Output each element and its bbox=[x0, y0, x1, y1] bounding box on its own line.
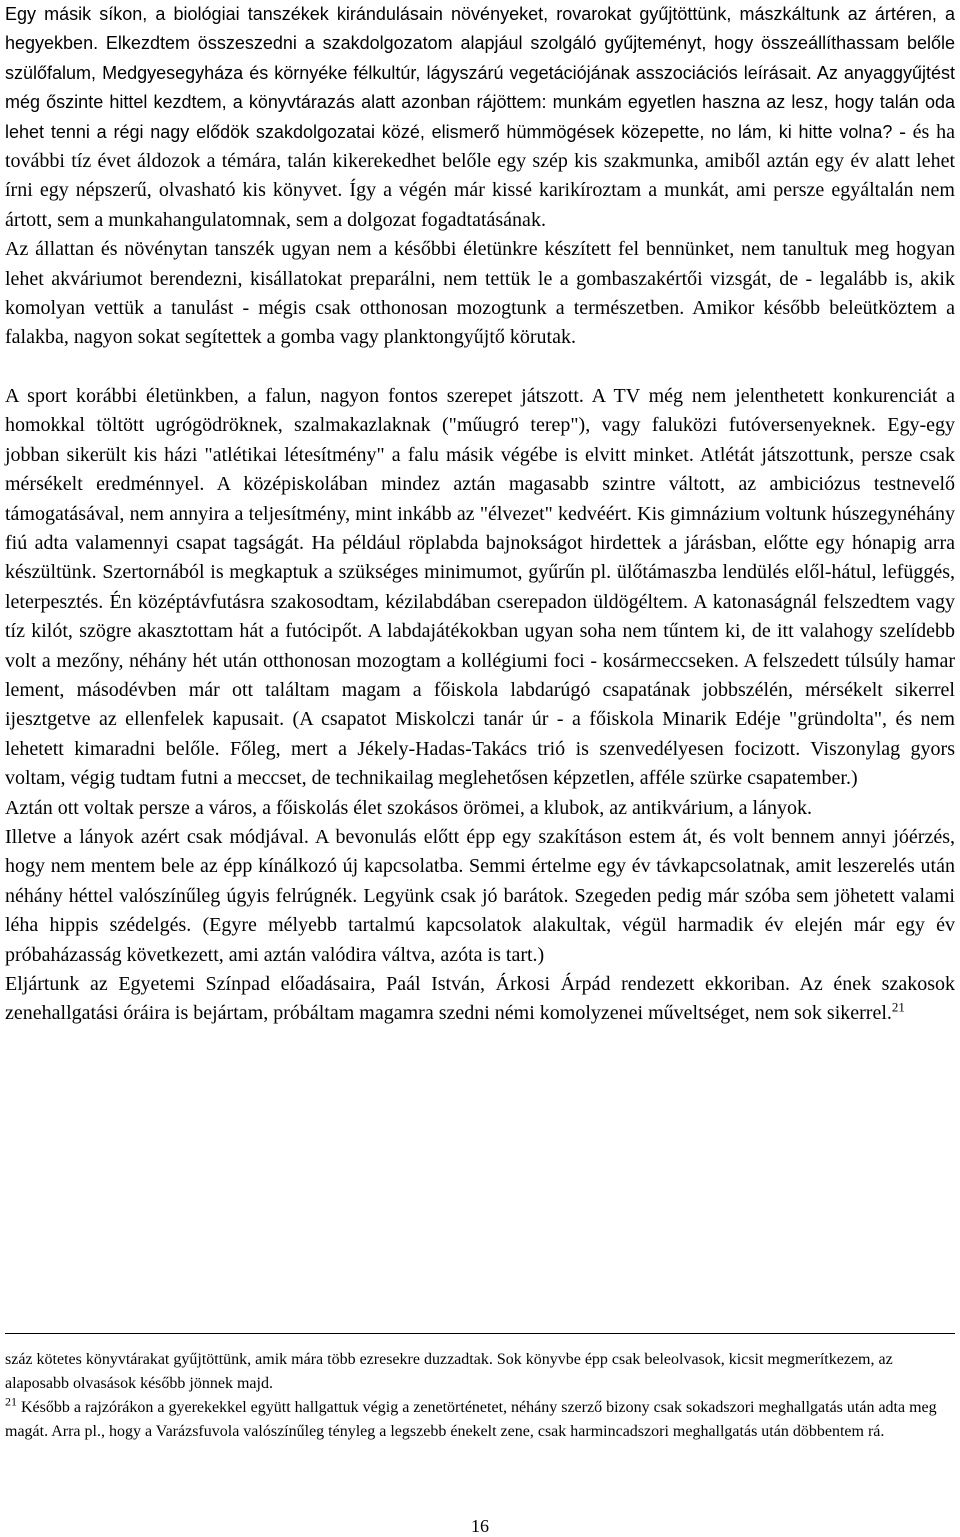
paragraph-biology-excursions bbox=[5, 0, 955, 235]
paragraph-sans-run: Egy másik síkon, a biológiai tanszékek kirándulásain növényeket, rovarokat gyűjtöttünk, mászkáltunk az ártéren, a hegyekben. Elkezdtem összeszedni a szakdolgozatom alapjául szolgáló gyűjteményt, hogy összeállíthassam belőle szülőfalum, Medgyesegyháza és környéke félkultúr, lágyszárú vegetációjának asszociációs leírásait. Az anyaggyűjtést még őszinte hittel kezdtem, a könyvtárazás alatt azonban rájöttem: munkám egyetlen haszna az lesz, hogy talán oda lehet tenni a régi nagy elődök szakdolgozatai közé, elismerő hümmögések közepette, no lám, ki hitte volna? bbox=[5, 4, 955, 142]
paragraph-theatre-music bbox=[5, 970, 955, 1029]
footnote-reference[interactable]: 21 bbox=[891, 999, 905, 1015]
paragraph-spacer bbox=[5, 353, 955, 382]
footnotes bbox=[5, 1348, 955, 1444]
footnote-number: 21 bbox=[5, 1394, 17, 1409]
paragraph-city-life: Aztán ott voltak persze a város, a főiskolás élet szokásos örömei, a klubok, az antikvárium, a lányok. bbox=[5, 796, 812, 819]
document-page bbox=[5, 0, 956, 1536]
footnote-divider bbox=[5, 1333, 955, 1334]
paragraph-sport: A sport korábbi életünkben, a falun, nagyon fontos szerepet játszott. A TV még nem jelenthetett konkurenciát a homokkal töltött ugrógödröknek, szalmakazlaknak ("műugró terep"), vagy faluközi futóversenyeknek. Egy-egy jobban sikerült kis házi "atlétikai létesítmény" a falu másik végébe is elvitt minket. Atlétát játszottunk, persze csak mérsékelt eredménnyel. A középiskolában mindez aztán magasabb szintre váltott, az ambiciózus testnevelő támogatásával, nem annyira a teljesítmény, mint inkább az "élvezet" kedvéért. Kis gimnázium voltunk húszegynéhány fiú adta valamennyi csapat tagságát. Ha például röplabda bajnokságot hirdettek a járásban, előtte egy hónapig arra készültünk. Szertornából is megkaptuk a szükséges minimumot, gyűrűn pl. ülőtámaszba lendülés elől-hátul, lefüggés, leterpesztés. Én középtávfutásra szakosodtam, kézilabdában cserepadon üldögéltem. A katonaságnál felszedtem vagy tíz kilót, szögre akasztottam hát a futócipőt. A labdajátékokban ugyan soha nem tűntem ki, de itt valahogy szelídebb volt a mezőny, néhány hét után otthonosan mozogtam a kollégiumi foci - kosármeccseken. A felszedett túlsúly hamar lement, másodévben már ott találtam magam a főiskola labdarúgó csapatának jobbszélén, mérsékelt sikerrel ijesztgetve az ellenfelek kapusait. (A csapatot Miskolczi tanár úr - a főiskola Minarik Edéje "gründolta", és nem lehetett kimaradni belőle. Főleg, mert a Jékely-Hadas-Takács trió is szenvedélyesen focizott. Viszonylag gyors voltam, végig tudtam futni a meccset, de technikailag meglehetősen képzetlen, afféle szürke csapatember.) bbox=[5, 384, 955, 790]
footnote-text: Később a rajzórákon a gyerekekkel együtt hallgattuk végig a zenetörténetet, néhány szerző bizony csak sokadszori meghallgatás után adta meg magát. Arra pl., hogy a Varázsfuvola valószínűleg tényleg a legszebb énekelt zene, csak harmincadszori meghallgatás után döbbentem rá. bbox=[5, 1399, 937, 1440]
paragraph-zoology-botany: Az állattan és növénytan tanszék ugyan nem a későbbi életünkre készített fel bennünket, nem tanultuk meg hogyan lehet akváriumot berendezni, kisállatokat preparálni, nem tettük le a gombaszakértői vizsgát, de - legalább is, akik komolyan vettük a tanulást - mégis csak otthonosan mozogtunk a természetben. Amikor később beleütköztem a falakba, nagyon sokat segítettek a gomba vagy planktongyűjtő körutak. bbox=[5, 238, 955, 349]
footnote-continuation: száz kötetes könyvtárakat gyűjtöttünk, amik mára több ezresekre duzzadtak. Sok könyvbe épp csak beleolvasok, kicsit megmerítkezem, az alaposabb olvasások később jönnek majd. bbox=[5, 1351, 893, 1392]
page-number: 16 bbox=[471, 1516, 489, 1536]
footnote-21 bbox=[5, 1396, 955, 1444]
paragraph-serif-run: - és ha további tíz évet áldozok a témára, talán kikerekedhet belőle egy szép kis szakmunka, amiből aztán egy év alatt lehet írni egy népszerű, olvasható kis könyvet. Így a végén már kissé karikíroztam a munkát, ami persze egyáltalán nem ártott, sem a munkahangulatomnak, sem a dolgozat fogadtatásának. bbox=[5, 120, 956, 231]
paragraph-theatre-text: Eljártunk az Egyetemi Színpad előadásaira, Paál István, Árkosi Árpád rendezett ekkoriban. Az ének szakosok zenehallgatási óráira is bejártam, próbáltam magamra szedni némi komolyzenei műveltséget, nem sok sikerrel. bbox=[5, 973, 955, 1025]
body-text bbox=[5, 0, 955, 1029]
paragraph-girls: Illetve a lányok azért csak módjával. A bevonulás előtt épp egy szakításon estem át, és volt bennem annyi jóérzés, hogy nem mentem bele az épp kínálkozó új kapcsolatba. Semmi értelme egy év távkapcsolatnak, amit leszerelés után néhány héttel valószínűleg úgyis felrúgnék. Legyünk csak jó barátok. Szegeden pedig már szóba sem jöhetett valami léha hippis szédelgés. (Egyre mélyebb tartalmú kapcsolatok alakultak, végül harmadik év elején már egy év próbaházasság következett, ami aztán valódira váltva, azóta is tart.) bbox=[5, 825, 955, 966]
